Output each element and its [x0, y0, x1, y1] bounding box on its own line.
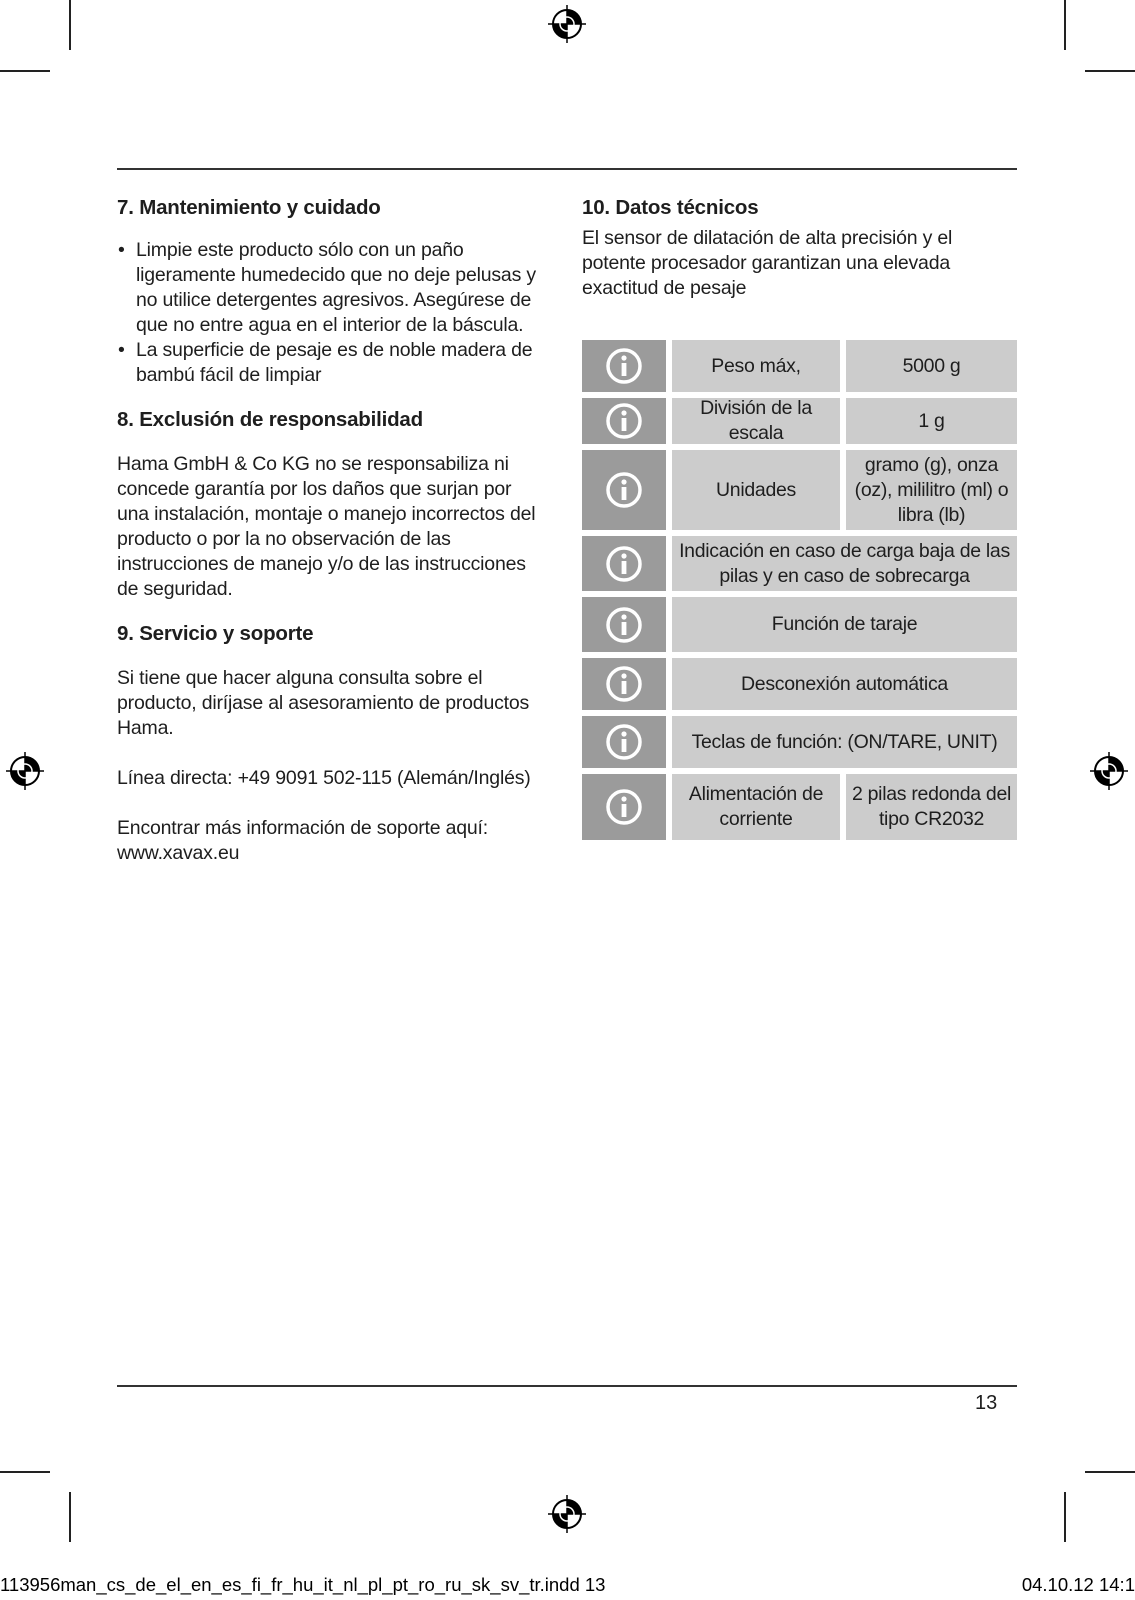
right-column	[582, 190, 1017, 301]
table-row	[582, 450, 1017, 530]
registration-mark-bottom-icon	[548, 1495, 586, 1533]
info-icon	[605, 723, 643, 761]
table-row	[582, 774, 1017, 840]
info-icon	[605, 471, 643, 509]
print-slug-date: 04.10.12 14:1	[1021, 1574, 1135, 1595]
left-column	[117, 190, 542, 866]
hotline-text: Línea directa: +49 9091 502-115 (Alemán/Inglés)	[117, 767, 531, 789]
info-icon-cell	[582, 716, 666, 768]
paragraph: Encontrar más información de soporte aquí: www.xavax.eu	[117, 817, 488, 864]
spec-feature: Teclas de función: (ON/TARE, UNIT)	[672, 716, 1017, 768]
table-row	[582, 597, 1017, 652]
table-row	[582, 398, 1017, 444]
info-icon-cell	[582, 536, 666, 591]
spec-value: 5000 g	[846, 340, 1017, 392]
info-icon-cell	[582, 398, 666, 444]
crop-mark-top-right-v	[1064, 0, 1066, 50]
spec-value: 1 g	[846, 398, 1017, 444]
footer-rule	[117, 1385, 1017, 1387]
info-icon-cell	[582, 450, 666, 530]
print-slug-filename: 113956man_cs_de_el_en_es_fi_fr_hu_it_nl_pl_pt_ro_ru_sk_sv_tr.indd 13	[0, 1574, 606, 1595]
paragraph: El sensor de dilatación de alta precisión y el potente procesador garantizan una elevada exactitud de pesaje	[582, 227, 953, 299]
spec-label: División de la escala	[672, 398, 840, 444]
crop-mark-bottom-left-v	[69, 1492, 71, 1542]
page-number: 13	[975, 1392, 998, 1414]
tech-data-table	[582, 340, 1017, 846]
info-icon-cell	[582, 658, 666, 710]
crop-mark-bottom-left-h	[0, 1471, 50, 1473]
section-exclusion	[117, 402, 542, 602]
table-row	[582, 716, 1017, 768]
info-icon-cell	[582, 597, 666, 652]
spec-label: Peso máx,	[672, 340, 840, 392]
spec-feature: Indicación en caso de carga baja de las pilas y en caso de sobrecarga	[672, 536, 1017, 591]
info-icon-cell	[582, 340, 666, 392]
info-icon	[605, 545, 643, 583]
section-heading: 7. Mantenimiento y cuidado	[117, 196, 381, 219]
bullet-list	[117, 238, 542, 388]
registration-mark-left-icon	[6, 752, 44, 790]
list-item: • Limpie este producto sólo con un paño ligeramente humedecido que no deje pelusas y no utilice detergentes agresivos. Asegúrese de que no entre agua en el interior de la báscula.	[117, 238, 542, 338]
section-heading: 9. Servicio y soporte	[117, 622, 314, 645]
info-icon	[605, 402, 643, 440]
crop-mark-top-left-v	[69, 0, 71, 50]
table-row	[582, 340, 1017, 392]
spec-value: 2 pilas redonda del tipo CR2032	[846, 774, 1017, 840]
crop-mark-top-left-h	[0, 70, 50, 72]
crop-mark-top-right-h	[1085, 70, 1135, 72]
spec-feature: Desconexión automática	[672, 658, 1017, 710]
registration-mark-right-icon	[1090, 752, 1128, 790]
info-icon	[605, 665, 643, 703]
spec-label: Alimentación de corriente	[672, 774, 840, 840]
section-mantenimiento	[117, 190, 542, 388]
section-servicio	[117, 616, 542, 866]
spec-feature: Función de taraje	[672, 597, 1017, 652]
table-row	[582, 536, 1017, 591]
info-icon	[605, 788, 643, 826]
header-rule	[117, 168, 1017, 170]
paragraph: Hama GmbH & Co KG no se responsabiliza ni concede garantía por los daños que surjan por una instalación, montaje o manejo incorrectos del producto o por la no observación de las instrucciones de manejo y/o de las instrucciones de seguridad.	[117, 453, 536, 600]
spec-value: gramo (g), onza (oz), mililitro (ml) o libra (lb)	[846, 450, 1017, 530]
crop-mark-bottom-right-h	[1085, 1471, 1135, 1473]
info-icon-cell	[582, 774, 666, 840]
paragraph: Si tiene que hacer alguna consulta sobre el producto, diríjase al asesoramiento de productos Hama.	[117, 667, 530, 739]
table-row	[582, 658, 1017, 710]
crop-mark-bottom-right-v	[1064, 1492, 1066, 1542]
info-icon	[605, 347, 643, 385]
registration-mark-top-icon	[548, 5, 586, 43]
list-item: • La superficie de pesaje es de noble madera de bambú fácil de limpiar	[117, 338, 542, 388]
section-heading: 8. Exclusión de responsabilidad	[117, 408, 423, 431]
spec-label: Unidades	[672, 450, 840, 530]
info-icon	[605, 606, 643, 644]
section-heading: 10. Datos técnicos	[582, 196, 759, 219]
